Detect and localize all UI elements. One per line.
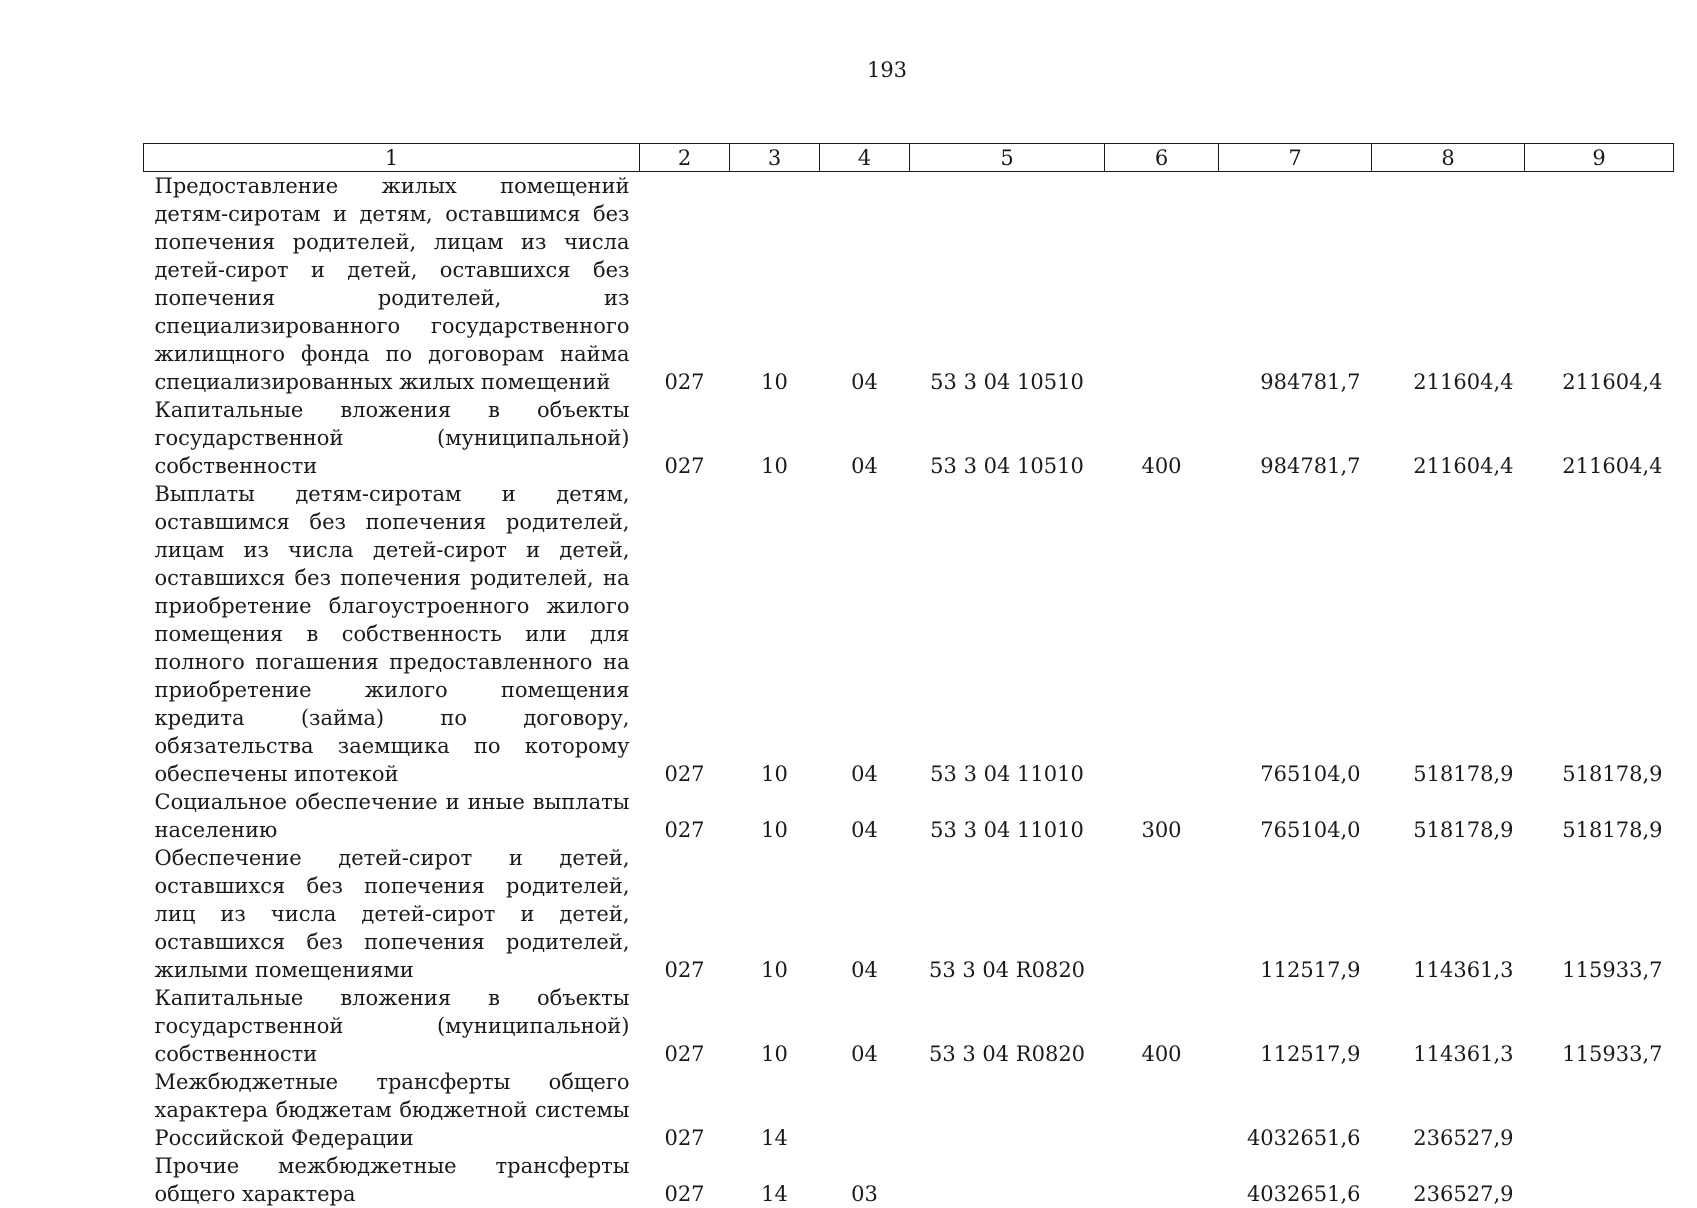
- table-row: [144, 396, 1674, 480]
- row-ministry-code: 027: [640, 396, 730, 480]
- row-target-article: 53 3 04 R0820: [910, 844, 1105, 984]
- row-section: 10: [730, 480, 820, 788]
- row-name: Капитальные вложения в объекты государственной (муниципальной) собственности: [144, 396, 640, 480]
- row-target-article: 53 3 04 11010: [910, 480, 1105, 788]
- row-expense-type: [1105, 172, 1219, 397]
- row-amount-col8: 114361,3: [1372, 844, 1525, 984]
- row-target-article: [910, 1068, 1105, 1152]
- row-ministry-code: 027: [640, 172, 730, 397]
- row-ministry-code: 027: [640, 480, 730, 788]
- row-amount-col7: 765104,0: [1219, 480, 1372, 788]
- row-amount-col7: 984781,7: [1219, 396, 1372, 480]
- header-col-3: 3: [730, 144, 820, 172]
- row-ministry-code: 027: [640, 788, 730, 844]
- row-subsection: 04: [820, 844, 910, 984]
- row-subsection: 04: [820, 172, 910, 397]
- header-col-5: 5: [910, 144, 1105, 172]
- table-header: [144, 144, 1674, 172]
- row-ministry-code: 027: [640, 844, 730, 984]
- row-subsection: 04: [820, 396, 910, 480]
- row-amount-col7: 112517,9: [1219, 844, 1372, 984]
- row-expense-type: 300: [1105, 788, 1219, 844]
- row-amount-col9: 115933,7: [1525, 844, 1674, 984]
- row-amount-col9: 115933,7: [1525, 984, 1674, 1068]
- row-ministry-code: 027: [640, 984, 730, 1068]
- header-row: [144, 144, 1674, 172]
- row-amount-col8: 518178,9: [1372, 480, 1525, 788]
- row-expense-type: 400: [1105, 396, 1219, 480]
- row-section: 10: [730, 396, 820, 480]
- row-amount-col7: 984781,7: [1219, 172, 1372, 397]
- row-expense-type: [1105, 844, 1219, 984]
- table-row: [144, 844, 1674, 984]
- table-row: [144, 172, 1674, 397]
- header-col-6: 6: [1105, 144, 1219, 172]
- header-col-7: 7: [1219, 144, 1372, 172]
- row-target-article: 53 3 04 10510: [910, 396, 1105, 480]
- row-name: Выплаты детям-сиротам и детям, оставшимся без попечения родителей, лицам из числа детей-сирот и детей, оставшихся без попечения родителей, на приобретение благоустроенного жилого помещения в собственность или для полного погашения предоставленного на приобретение жилого помещения кредита (займа) по договору, обязательства заемщика по которому обеспечены ипотекой: [144, 480, 640, 788]
- row-target-article: 53 3 04 10510: [910, 172, 1105, 397]
- row-amount-col8: 236527,9: [1372, 1068, 1525, 1152]
- row-amount-col8: 236527,9: [1372, 1152, 1525, 1208]
- row-amount-col9: 211604,4: [1525, 172, 1674, 397]
- row-subsection: [820, 1068, 910, 1152]
- row-section: 14: [730, 1068, 820, 1152]
- row-amount-col8: 518178,9: [1372, 788, 1525, 844]
- row-name: Прочие межбюджетные трансферты общего характера: [144, 1152, 640, 1208]
- row-name: Капитальные вложения в объекты государственной (муниципальной) собственности: [144, 984, 640, 1068]
- table-row: [144, 984, 1674, 1068]
- row-target-article: 53 3 04 R0820: [910, 984, 1105, 1068]
- row-name: Межбюджетные трансферты общего характера бюджетам бюджетной системы Российской Федерации: [144, 1068, 640, 1152]
- row-subsection: 03: [820, 1152, 910, 1208]
- row-name: Обеспечение детей-сирот и детей, оставшихся без попечения родителей, лиц из числа детей-сирот и детей, оставшихся без попечения родителей, жилыми помещениями: [144, 844, 640, 984]
- row-subsection: 04: [820, 480, 910, 788]
- row-amount-col7: 765104,0: [1219, 788, 1372, 844]
- row-section: 14: [730, 1152, 820, 1208]
- row-section: 10: [730, 844, 820, 984]
- header-col-1: 1: [144, 144, 640, 172]
- header-col-2: 2: [640, 144, 730, 172]
- row-amount-col8: 211604,4: [1372, 396, 1525, 480]
- row-section: 10: [730, 172, 820, 397]
- header-col-8: 8: [1372, 144, 1525, 172]
- table-row: [144, 480, 1674, 788]
- row-amount-col8: 211604,4: [1372, 172, 1525, 397]
- row-amount-col9: 211604,4: [1525, 396, 1674, 480]
- row-amount-col7: 4032651,6: [1219, 1152, 1372, 1208]
- row-amount-col7: 112517,9: [1219, 984, 1372, 1068]
- budget-table: [143, 143, 1674, 1208]
- row-ministry-code: 027: [640, 1068, 730, 1152]
- row-name: Предоставление жилых помещений детям-сиротам и детям, оставшимся без попечения родителей, лицам из числа детей-сирот и детей, оставшихся без попечения родителей, из специализированного государственного жилищного фонда по договорам найма специализированных жилых помещений: [144, 172, 640, 397]
- row-target-article: 53 3 04 11010: [910, 788, 1105, 844]
- row-ministry-code: 027: [640, 1152, 730, 1208]
- page-number: 193: [0, 58, 1697, 82]
- row-name: Социальное обеспечение и иные выплаты населению: [144, 788, 640, 844]
- row-subsection: 04: [820, 984, 910, 1068]
- row-subsection: 04: [820, 788, 910, 844]
- row-section: 10: [730, 984, 820, 1068]
- row-amount-col9: [1525, 1068, 1674, 1152]
- table-row: [144, 1068, 1674, 1152]
- header-col-9: 9: [1525, 144, 1674, 172]
- row-amount-col8: 114361,3: [1372, 984, 1525, 1068]
- row-expense-type: [1105, 480, 1219, 788]
- row-expense-type: 400: [1105, 984, 1219, 1068]
- table-row: [144, 788, 1674, 844]
- row-section: 10: [730, 788, 820, 844]
- header-col-4: 4: [820, 144, 910, 172]
- row-amount-col9: 518178,9: [1525, 480, 1674, 788]
- row-amount-col7: 4032651,6: [1219, 1068, 1372, 1152]
- row-expense-type: [1105, 1068, 1219, 1152]
- row-amount-col9: 518178,9: [1525, 788, 1674, 844]
- table-body: [144, 172, 1674, 1208]
